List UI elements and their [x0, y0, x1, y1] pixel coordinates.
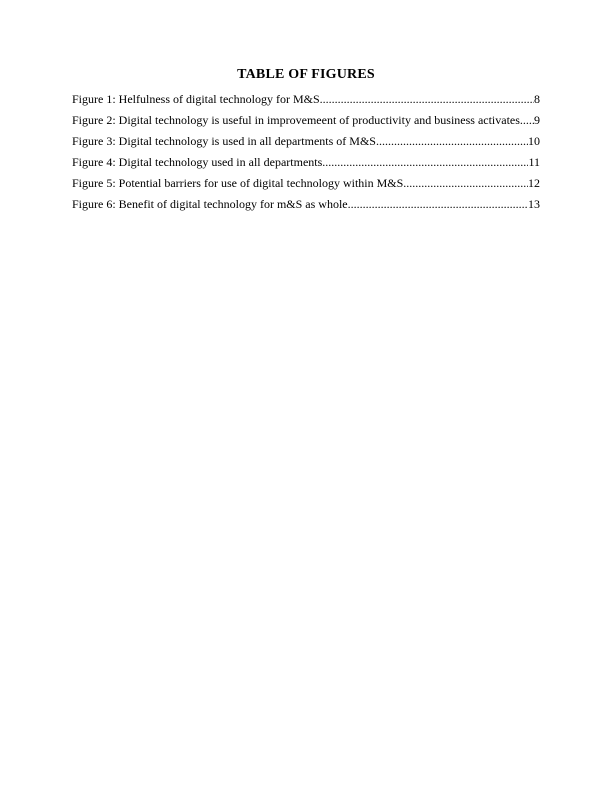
toc-entry-figure-4[interactable]: [72, 152, 540, 173]
dot-leader: [348, 194, 528, 215]
toc-entry-page-number: 12: [528, 176, 540, 190]
dot-leader: [320, 89, 534, 110]
dot-leader: [520, 110, 534, 131]
toc-entry-label: Figure 6: Benefit of digital technology for m&S as whole: [72, 197, 348, 211]
page-content: [0, 0, 612, 215]
toc-entry-label: Figure 4: Digital technology used in all departments: [72, 155, 323, 169]
toc-entry-page-number: 11: [528, 155, 540, 169]
toc-entry-label: Figure 2: Digital technology is useful in improvemeent of productivity and business activates: [72, 113, 520, 127]
dot-leader: [322, 152, 528, 173]
toc-entry-figure-2[interactable]: [72, 110, 540, 131]
toc-entry-figure-6[interactable]: [72, 194, 540, 215]
toc-entry-label: Figure 5: Potential barriers for use of digital technology within M&S: [72, 176, 404, 190]
dot-leader: [376, 131, 528, 152]
toc-entry-page-number: 13: [528, 197, 540, 211]
toc-entry-page-number: 8: [534, 92, 540, 106]
toc-entry-page-number: 10: [528, 134, 540, 148]
toc-entry-page-number: 9: [534, 113, 540, 127]
page-title: TABLE OF FIGURES: [237, 67, 375, 82]
toc-entry-figure-1[interactable]: [72, 89, 540, 110]
dot-leader: [403, 173, 528, 194]
toc-entry-label: Figure 1: Helfulness of digital technology for M&S: [72, 92, 320, 106]
toc-entry-label: Figure 3: Digital technology is used in all departments of M&S: [72, 134, 376, 148]
toc-entry-figure-5[interactable]: [72, 173, 540, 194]
toc-entry-figure-3[interactable]: [72, 131, 540, 152]
table-of-figures: [72, 89, 540, 215]
